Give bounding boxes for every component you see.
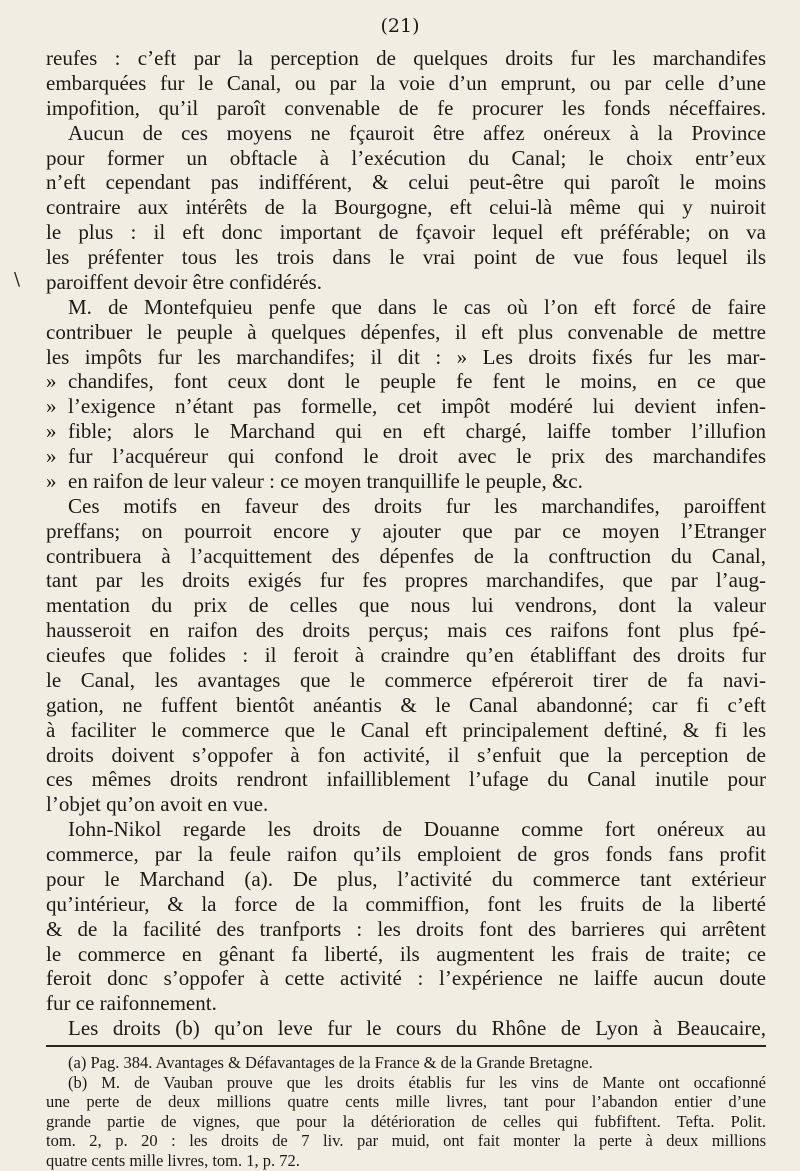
text-line: [46, 419, 766, 444]
footnote-line: [46, 1131, 766, 1151]
text-line: [46, 245, 766, 270]
text-line-text: les préfenter tous les trois dans le vrai point de vue fous lequel ils: [46, 245, 766, 269]
footnote-line-text: grande partie de vignes, que pour la détérioration de celles qui fubfiftent. Tefta. Polit.: [46, 1111, 766, 1131]
text-line-text: le plus : il eft donc important de fçavoir lequel eft préférable; on va: [46, 220, 766, 245]
text-line-text: gation, ne fuffent bientôt anéantis & le Canal abandonné; car fi c’eft: [46, 692, 766, 717]
quote-mark: »: [46, 419, 57, 444]
text-line-text: hausseroit en raifon des droits perçus; mais ces raifons font plus fpé-: [46, 618, 766, 643]
text-line-text: le commerce en gênant fa liberté, ils augmentent les frais de traite; ce: [46, 941, 766, 966]
text-line-text: les impôts fur les marchandifes; il dit : » Les droits fixés fur les mar-: [46, 344, 766, 369]
text-line-text: contraire aux intérêts de la Bourgogne, eft celui-là même qui y nuiroit: [46, 195, 766, 220]
footnotes: [46, 1053, 766, 1171]
text-line-text: mentation du prix de celles que nous lui vendrons, dont la valeur: [46, 593, 766, 618]
footnote-line: [46, 1092, 766, 1112]
text-line: [46, 991, 766, 1016]
text-line-text: reufes : c’eft par la perception de quelques droits fur les marchandifes: [46, 46, 766, 70]
text-line-text: à faciliter le commerce que le Canal eft principalement deftiné, & fi les: [46, 717, 766, 742]
text-line: [46, 942, 766, 967]
text-line: [46, 345, 766, 370]
text-line-text: droits doivent s’oppofer à fon activité, il s’enfuit que la perception de: [46, 742, 766, 767]
text-line-text: en raifon de leur valeur : ce moyen tranquillife le peuple, &c.: [68, 468, 583, 493]
text-line-text: contribuera à l’acquittement des dépenfes de la conftruction du Canal,: [46, 543, 766, 568]
text-line-text: impofition, qu’il paroît convenable de fe procurer les fonds néceffaires.: [46, 95, 766, 120]
text-line-text: Iohn-Nikol regarde les droits de Douanne comme fort onéreux au: [68, 817, 766, 842]
text-line: [46, 618, 766, 643]
text-line: [46, 369, 766, 394]
text-line: [46, 295, 766, 320]
text-line-text: pour le Marchand (a). De plus, l’activité du commerce tant extérieur: [46, 866, 766, 891]
text-line-text: l’objet qu’on avoit en vue.: [46, 792, 269, 817]
margin-mark: \: [14, 269, 21, 290]
text-line-text: le Canal, les avantages que le commerce efpéreroit tirer de fa navi-: [46, 667, 766, 692]
text-line: [46, 1016, 766, 1041]
text-line: [46, 767, 766, 792]
footnote-line: [46, 1073, 766, 1093]
footnote-line: [46, 1151, 766, 1171]
footnote-line-text: quatre cents mille livres, tom. 1, p. 72.: [46, 1150, 300, 1170]
text-line-text: tant par les droits exigés fur fes propres marchandifes, que par l’aug-: [46, 568, 766, 593]
text-line-text: embarquées fur le Canal, ou par la voie d’un emprunt, ou par celle d’une: [46, 70, 766, 95]
text-line: [46, 867, 766, 892]
text-line-text: l’exigence n’étant pas formelle, cet impôt modéré lui devient infen-: [68, 394, 766, 419]
text-line: [46, 892, 766, 917]
footnote-line-text: tom. 2, p. 20 : les droits de 7 liv. par muid, ont fait monter la perte à deux millions: [46, 1131, 766, 1151]
text-line: [46, 966, 766, 991]
text-line-text: fur l’acquéreur qui confond le droit avec le prix des marchandifes: [68, 444, 766, 468]
text-line-text: Aucun de ces moyens ne fçauroit être affez onéreux à la Province: [68, 120, 766, 145]
text-line: [46, 220, 766, 245]
text-line: [46, 917, 766, 942]
text-line: [46, 469, 766, 494]
text-line: [46, 743, 766, 768]
footnote-rule: [46, 1045, 766, 1047]
text-line-text: commerce, par la feule raifon qu’ils emploient de gros fonds fans profit: [46, 842, 766, 866]
text-line: [46, 643, 766, 668]
text-line-text: fible; alors le Marchand qui en eft chargé, laiffe tomber l’illufion: [68, 419, 766, 444]
text-line: [46, 46, 766, 71]
text-line-text: & de la facilité des tranfports : les droits font des barrieres qui arrêtent: [46, 916, 766, 941]
text-line: [46, 668, 766, 693]
text-line-text: Les droits (b) qu’on leve fur le cours du Rhône de Lyon à Beaucaire,: [68, 1016, 766, 1041]
footnote-line-text: une perte de deux millions quatre cents mille livres, tant pour l’abandon entier d’une: [46, 1092, 766, 1112]
text-line: [46, 792, 766, 817]
page-number: (21): [380, 15, 420, 37]
text-line: [46, 96, 766, 121]
text-line-text: preffans; on pourroit encore y ajouter que par ce moyen l’Etranger: [46, 518, 766, 543]
text-line: [46, 568, 766, 593]
footnote-line-text: (b) M. de Vauban prouve que les droits établis fur les vins de Mante ont occafionné: [68, 1072, 766, 1092]
text-line: [46, 718, 766, 743]
text-line: [46, 519, 766, 544]
text-line: [46, 494, 766, 519]
text-line-text: chandifes, font ceux dont le peuple fe fent le moins, en ce que: [68, 369, 766, 394]
footnote-line: [46, 1112, 766, 1132]
text-line-text: fur ce raifonnement.: [46, 991, 217, 1016]
text-line-text: feroit donc s’oppofer à cette activité : l’expérience ne laiffe aucun doute: [46, 966, 766, 991]
text-line-text: n’eft cependant pas indifférent, & celui peut-être qui paroît le moins: [46, 170, 766, 195]
text-line: [46, 146, 766, 171]
text-line-text: paroiffent devoir être confidérés.: [46, 269, 322, 294]
text-line: [46, 817, 766, 842]
text-line: [46, 394, 766, 419]
quote-mark: »: [46, 468, 57, 493]
text-line: [46, 320, 766, 345]
text-line: [46, 444, 766, 469]
text-line: [46, 842, 766, 867]
text-line-text: qu’intérieur, & la force de la commiffion, font les fruits de la liberté: [46, 891, 766, 916]
text-line-text: ces mêmes droits rendront infailliblement l’ufage du Canal inutile pour: [46, 767, 766, 792]
text-line: [46, 121, 766, 146]
text-line: [46, 270, 766, 295]
text-line: [46, 71, 766, 96]
text-line-text: cieufes que folides : il feroit à craindre qu’en établiffant des droits fur: [46, 643, 766, 667]
text-line-text: pour former un obftacle à l’exécution du Canal; le choix entr’eux: [46, 145, 766, 170]
text-line-text: M. de Montefquieu penfe que dans le cas où l’on eft forcé de faire: [68, 294, 766, 319]
quote-mark: »: [46, 369, 57, 394]
text-line-text: contribuer le peuple à quelques dépenfes, il eft plus convenable de mettre: [46, 319, 766, 344]
quote-mark: »: [46, 394, 57, 419]
text-line: [46, 593, 766, 618]
text-line-text: Ces motifs en faveur des droits fur les marchandifes, paroiffent: [68, 493, 766, 518]
text-line: [46, 693, 766, 718]
text-line: [46, 544, 766, 569]
text-line: [46, 195, 766, 220]
quote-mark: »: [46, 444, 57, 468]
footnote-line: [46, 1053, 766, 1073]
text-line: [46, 170, 766, 195]
footnote-line-text: (a) Pag. 384. Avantages & Défavantages de la France & de la Grande Bretagne.: [68, 1053, 593, 1072]
body-text: [46, 46, 766, 1041]
